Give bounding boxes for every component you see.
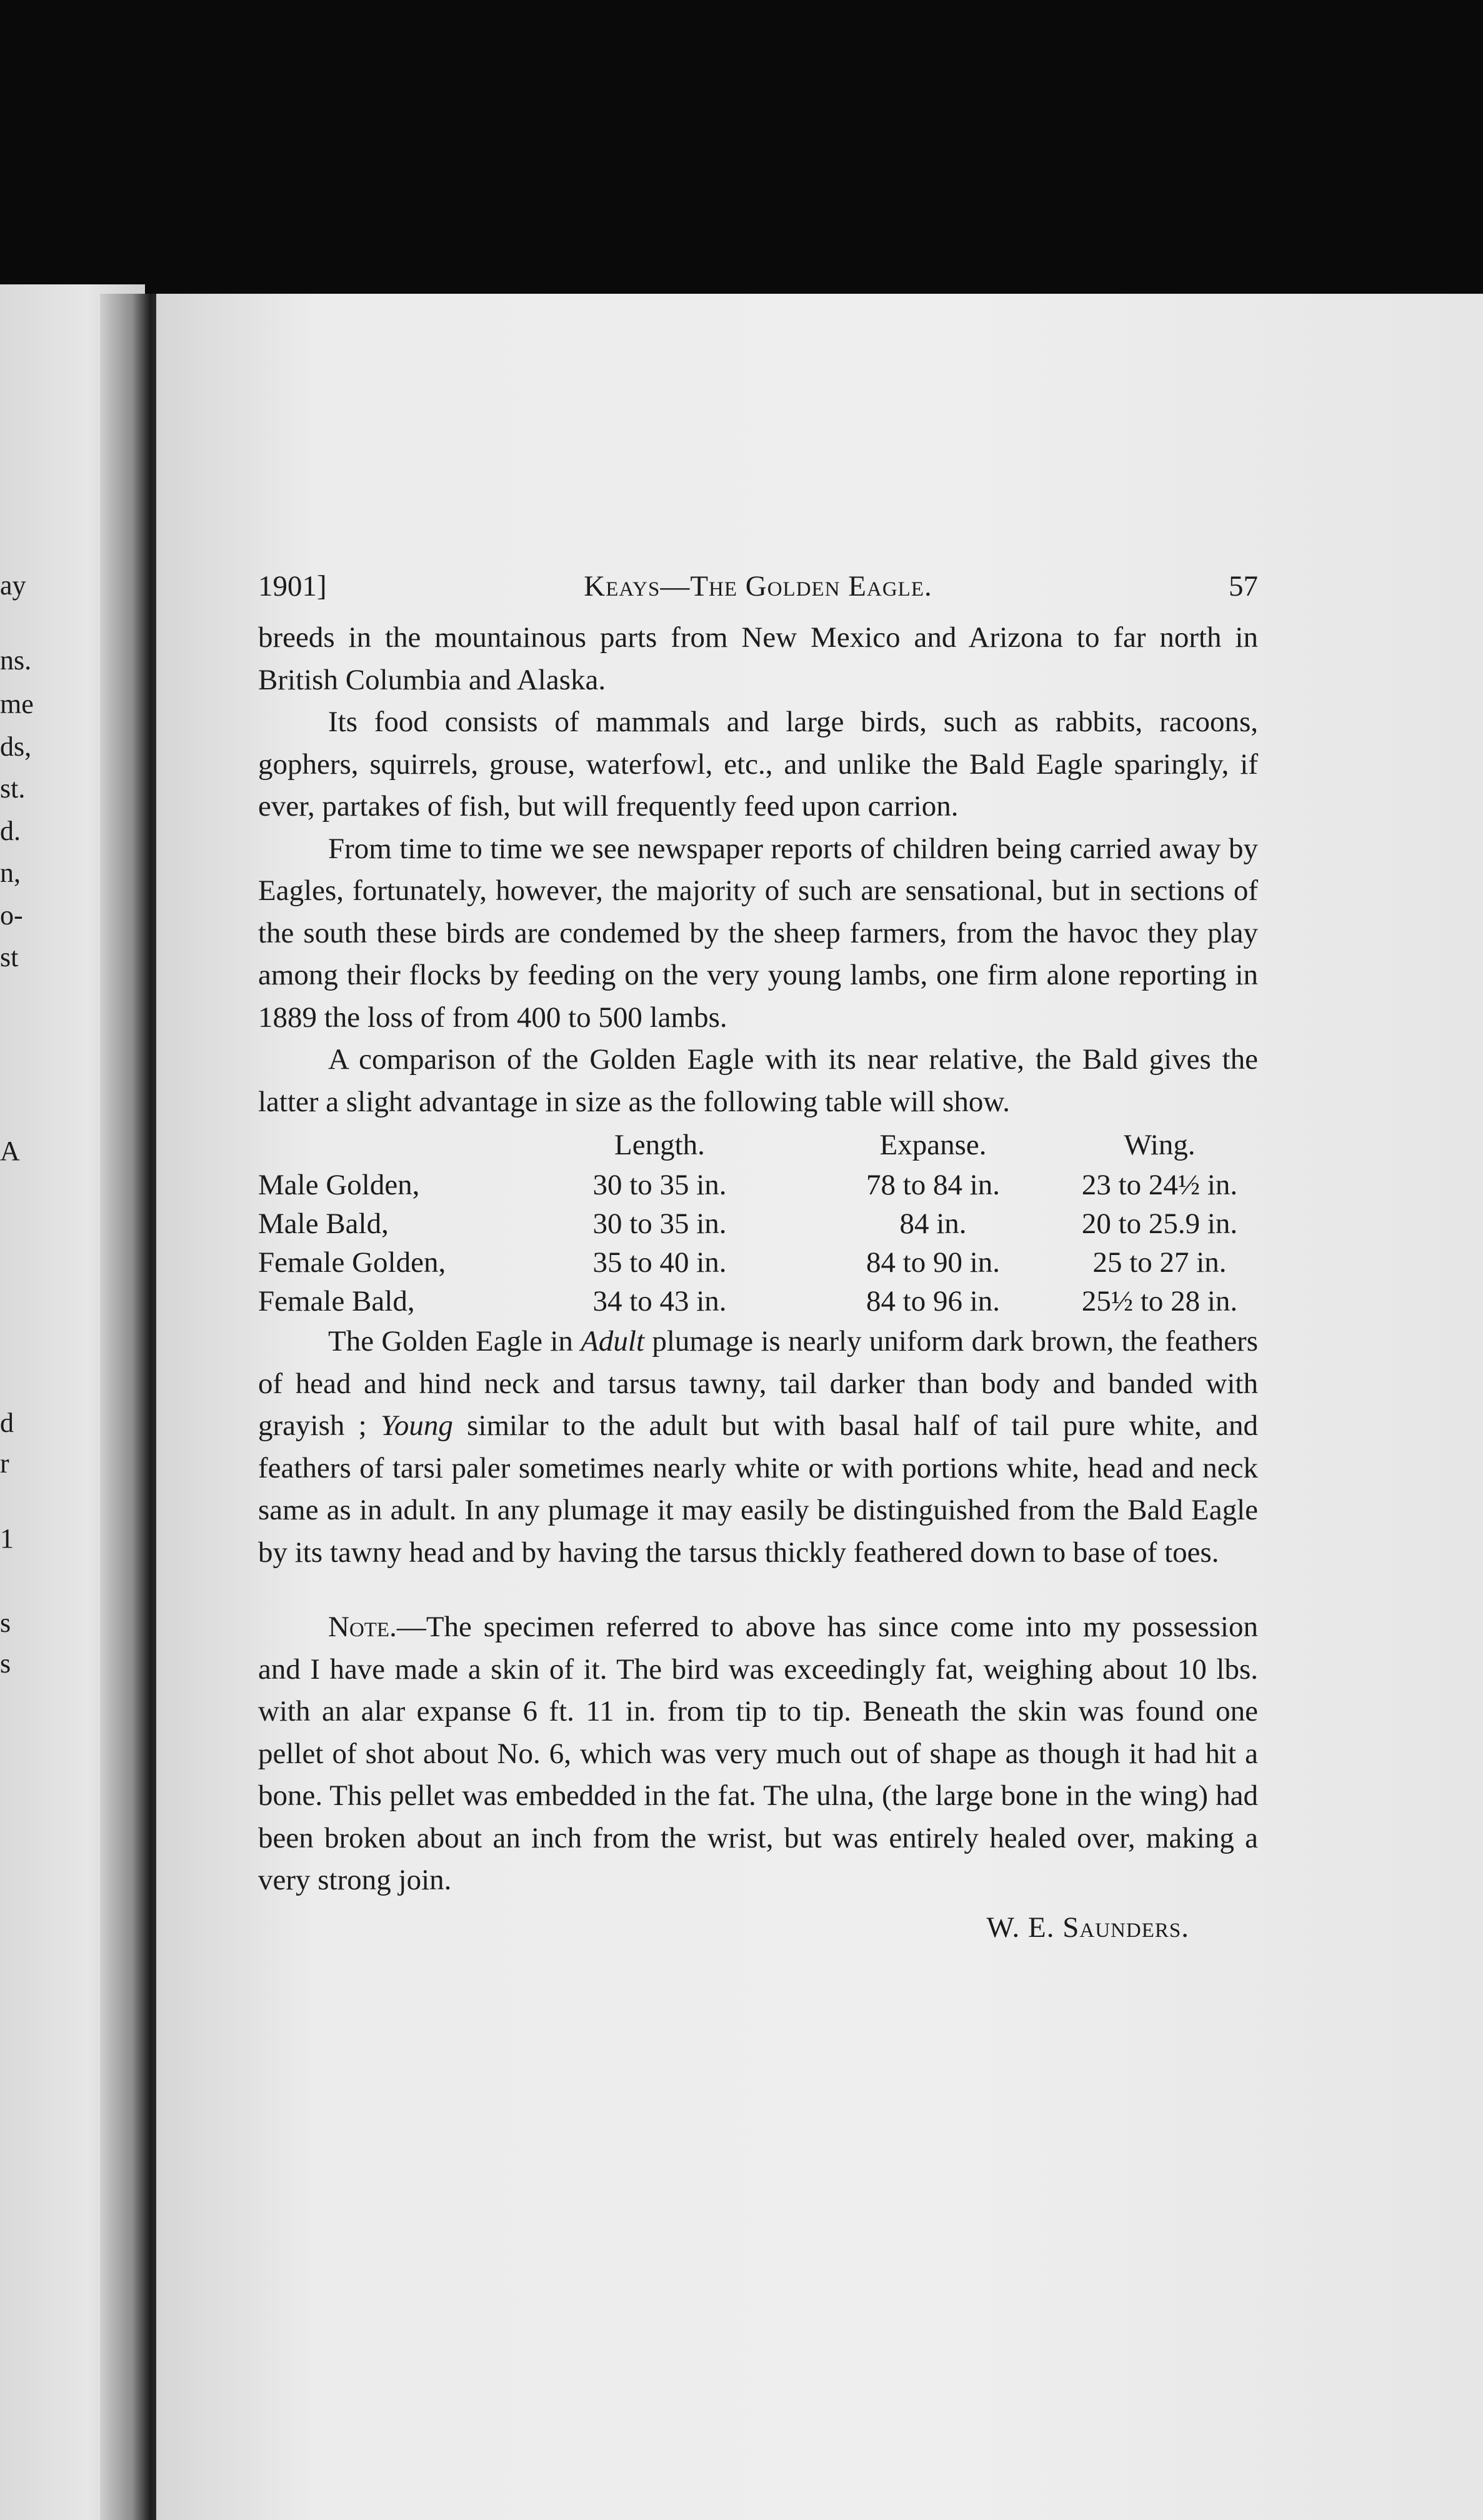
paragraph-3: From time to time we see newspaper reports of children being carried away by Eagles, fortunately, however, the majority of such are sensational, but in sections of the south these birds are condemed by the sheep farmers, from the havoc they play among their flocks by feeding on the very young lambs, one firm alone reporting in 1889 the loss of from 400 to 500 lambs. (258, 832, 1258, 1034)
adjacent-page-fragment: s (0, 1648, 11, 1679)
page-number: 57 (1229, 570, 1258, 602)
paragraph-2: Its food consists of mammals and large birds, such as rabbits, racoons, gophers, squirrels, grouse, waterfowl, etc., and unlike the Bald Eagle sparingly, if ever, partakes of fish, but will frequently feed upon carrion. (258, 706, 1258, 822)
table-header-cell: Length. (614, 1129, 705, 1161)
adjacent-page-fragment: n, (0, 858, 21, 888)
adjacent-page-fragment: A (0, 1136, 20, 1166)
paragraph-5-text-c: similar to the adult but with basal half of tail pure white, and feathers of tarsi paler sometimes nearly white or with portions white, head and neck same as in adult. In any plumage it may easily be distinguished from the Bald Eagle by its tawny head and by having the tarsus thickly feathered down to base of toes. (258, 1409, 1258, 1569)
table-cell: 30 to 35 in. (592, 1208, 727, 1240)
table-cell: Female Bald, (258, 1285, 415, 1318)
adjacent-page-fragment: st (0, 942, 19, 972)
paragraph-4: A comparison of the Golden Eagle with its near relative, the Bald gives the latter a slight advantage in size as the following table will show. (258, 1043, 1258, 1118)
table-row (258, 1204, 1258, 1243)
table-cell: Female Golden, (258, 1246, 446, 1279)
paragraph-5-text-a: The Golden Eagle in (328, 1325, 581, 1358)
table-cell: 78 to 84 in. (866, 1169, 1001, 1201)
table-cell: 35 to 40 in. (592, 1246, 727, 1279)
table-cell: 25 to 27 in. (1092, 1246, 1227, 1279)
table-cell: 84 to 90 in. (866, 1246, 1001, 1279)
adjacent-page-fragment: d. (0, 816, 21, 846)
running-head (258, 566, 1258, 609)
paragraph-5 (258, 1321, 1258, 1574)
adjacent-page-fragment: d (0, 1408, 14, 1438)
adjacent-page-fragment: ns. (0, 645, 32, 676)
text-column (258, 566, 1258, 1949)
table-cell: 25½ to 28 in. (1081, 1285, 1238, 1318)
table-header-cell: Expanse. (879, 1129, 987, 1161)
table-row (258, 1243, 1258, 1282)
table-cell: 84 in. (899, 1208, 967, 1240)
paragraph-5-text-b: plumage is nearly uniform dark brown, the feathers of head and hind neck and tarsus tawny, tail darker than body and banded with grayish ; (258, 1325, 1259, 1442)
table-header-row (258, 1126, 1258, 1166)
table-cell: Male Bald, (258, 1208, 389, 1240)
table-cell: Male Golden, (258, 1169, 420, 1201)
note-paragraph (258, 1606, 1258, 1902)
adjacent-page-fragment: ay (0, 570, 26, 601)
signature: W. E. Saunders. (986, 1911, 1189, 1944)
table-row (258, 1166, 1258, 1204)
table-cell: 20 to 25.9 in. (1081, 1208, 1238, 1240)
adjacent-page-fragment: me (0, 689, 34, 719)
table-cell: 30 to 35 in. (592, 1169, 727, 1201)
paragraph-1: breeds in the mountainous parts from New Mexico and Arizona to far north in British Columbia and Alaska. (258, 621, 1258, 696)
table-cell: 23 to 24½ in. (1081, 1169, 1238, 1201)
table-row (258, 1282, 1258, 1321)
note-text: —The specimen referred to above has since come into my possession and I have made a skin of it. The bird was exceedingly fat, weighing about 10 lbs. with an alar expanse 6 ft. 11 in. from tip to tip. Beneath the skin was found one pellet of shot about No. 6, which was very much out of shape as though it had hit a bone. This pellet was embedded in the fat. The ulna, (the large bone in the wing) had been broken about an inch from the wrist, but was entirely healed over, making a very strong join. (258, 1611, 1258, 1896)
adjacent-page-fragment: 1 (0, 1523, 14, 1554)
adjacent-page-fragment: st. (0, 773, 26, 804)
scanner-background (0, 0, 1483, 294)
adjacent-page-fragment: r (0, 1448, 9, 1479)
table-header-cell (258, 1126, 514, 1166)
measurement-table (258, 1126, 1258, 1321)
adjacent-page-fragment: ds, (0, 731, 32, 762)
note-lead: Note. (328, 1611, 397, 1643)
young-italic: Young (381, 1409, 453, 1442)
table-cell: 84 to 96 in. (866, 1285, 1001, 1318)
table-header-cell: Wing. (1124, 1129, 1196, 1161)
adult-italic: Adult (581, 1325, 645, 1358)
adjacent-page-fragment: s (0, 1608, 11, 1638)
adjacent-page-fragment: o- (0, 900, 23, 931)
table-cell: 34 to 43 in. (592, 1285, 727, 1318)
running-head-title: Keays—The Golden Eagle. (584, 570, 932, 602)
running-head-year: 1901] (258, 570, 327, 602)
